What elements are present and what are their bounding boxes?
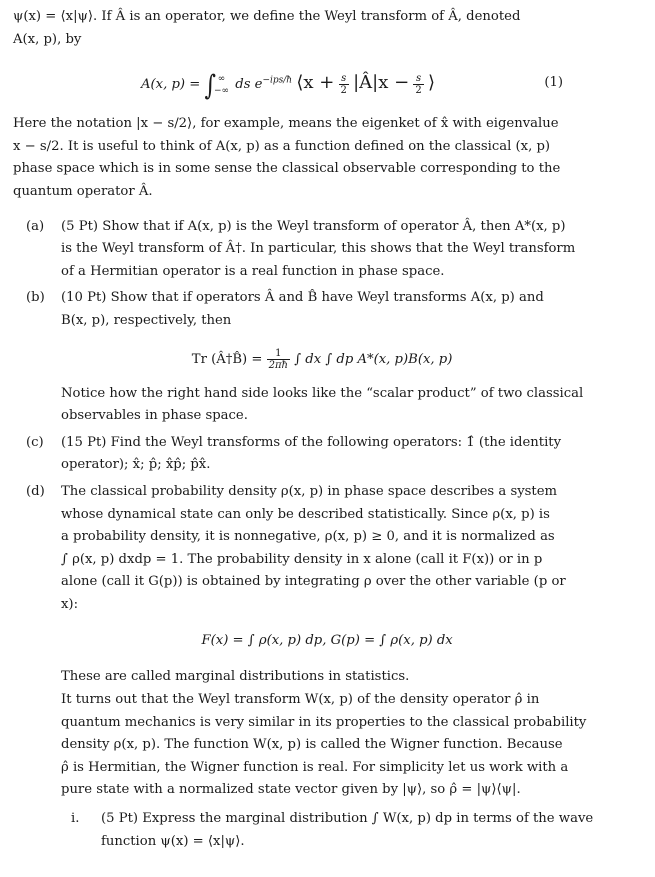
- eq1-mid: |Â|x −: [353, 72, 410, 94]
- frac-den: 2: [415, 85, 422, 97]
- part-c: [13, 432, 563, 477]
- part-d-line: x):: [61, 596, 79, 612]
- integral-sign: ∫: [204, 70, 216, 103]
- part-d-line: The classical probability density ρ(x, p) in phase space describes a system: [61, 483, 558, 499]
- frac-den: 2πħ: [268, 359, 288, 371]
- part-d-after-line: ρ̂ is Hermitian, the Wigner function is real. For simplicity let us work with a: [61, 759, 569, 775]
- notation-line: phase space which is in some sense the classical observable corresponding to the: [13, 161, 561, 177]
- part-b-eq-rhs: ∫ dx ∫ dp A*(x, p)B(x, p): [294, 351, 453, 367]
- notation-line: x − s/2. It is useful to think of A(x, p) as a function defined on the classical (x, p): [13, 138, 551, 154]
- part-d-label: (d): [26, 483, 45, 499]
- part-d-after-line: pure state with a normalized state vector given by |ψ⟩, so ρ̂ = |ψ⟩⟨ψ|.: [61, 782, 521, 798]
- part-b-equation: [61, 343, 583, 377]
- frac-den: 2: [340, 85, 347, 97]
- part-d-after-line: quantum mechanics is very similar in its properties to the classical probability: [61, 714, 587, 730]
- intro-text: [13, 6, 563, 51]
- part-d-line: a probability density, it is nonnegative, ρ(x, p) ≥ 0, and it is normalized as: [61, 529, 555, 545]
- part-d-i-label: i.: [71, 811, 80, 827]
- part-c-line: operator); x̂; p̂; x̂p̂; p̂x̂.: [61, 457, 211, 473]
- lower-limit: −∞: [214, 85, 230, 96]
- part-c-label: (c): [26, 434, 44, 450]
- eq1-integrand: ds e: [235, 77, 263, 93]
- part-b-line: (10 Pt) Show that if operators Â and B̂ have Weyl transforms A(x, p) and: [61, 290, 544, 306]
- part-a-line: of a Hermitian operator is a real function in phase space.: [61, 263, 445, 279]
- notation-paragraph: [13, 113, 563, 203]
- upper-limit: ∞: [217, 73, 226, 84]
- part-d: [13, 481, 594, 853]
- eq1-lhs: A(x, p) =: [141, 77, 201, 93]
- part-d-line: whose dynamical state can only be described statistically. Since ρ(x, p) is: [61, 506, 550, 522]
- part-a-line: (5 Pt) Show that if A(x, p) is the Weyl transform of operator Â, then A*(x, p): [61, 218, 566, 234]
- part-b-after-line: Notice how the right hand side looks like the “scalar product” of two classical: [61, 385, 584, 401]
- eq1-exponent: −ips/ħ: [262, 75, 293, 86]
- integral-limits: [214, 73, 229, 97]
- marginal-equations: F(x) = ∫ ρ(x, p) dp, G(p) = ∫ ρ(x, p) dx: [201, 633, 453, 649]
- part-b-after-line: observables in phase space.: [61, 408, 248, 424]
- eq1-frac-1: [339, 73, 349, 96]
- part-b-label: (b): [26, 290, 45, 306]
- part-d-line: ∫ ρ(x, p) dxdp = 1. The probability density in x alone (call it F(x)) or in p: [61, 551, 543, 567]
- part-d-after-line: It turns out that the Weyl transform W(x, p) of the density operator ρ̂ in: [61, 692, 540, 708]
- part-b-line: B(x, p), respectively, then: [61, 312, 232, 328]
- notation-line: Here the notation |x − s/2⟩, for example, means the eigenket of x̂ with eigenvalue: [13, 116, 559, 132]
- part-a-line: is the Weyl transform of Â†. In particular, this shows that the Weyl transform: [61, 241, 576, 257]
- part-d-after-line: density ρ(x, p). The function W(x, p) is called the Wigner function. Because: [61, 737, 563, 753]
- part-b: [13, 287, 584, 427]
- part-b-eq-lhs: Tr (Â†B̂) =: [191, 351, 263, 367]
- intro-line-2: A(x, p), by: [13, 31, 82, 47]
- frac-num: s: [339, 73, 349, 85]
- part-d-i-line: function ψ(x) = ⟨x|ψ⟩.: [101, 833, 245, 849]
- frac-num: s: [413, 73, 423, 85]
- equation-1: [13, 63, 563, 103]
- part-d-i: [61, 808, 593, 853]
- eq1-bra-open: ⟨x +: [296, 72, 335, 94]
- intro-line-1: ψ(x) = ⟨x|ψ⟩. If Â is an operator, we define the Weyl transform of Â, denoted: [13, 9, 521, 24]
- part-d-after-line: These are called marginal distributions in statistics.: [61, 669, 410, 685]
- part-d-line: alone (call it G(p)) is obtained by integrating ρ over the other variable (p or: [61, 574, 566, 590]
- frac-num: 1: [267, 348, 290, 360]
- notation-line: quantum operator Â.: [13, 183, 153, 199]
- part-c-line: (15 Pt) Find the Weyl transforms of the following operators: 1̂ (the identity: [61, 434, 562, 450]
- part-a-label: (a): [26, 218, 45, 234]
- eq1-ket-close: ⟩: [427, 72, 435, 94]
- part-d-i-line: (5 Pt) Express the marginal distribution ∫ W(x, p) dp in terms of the wave: [101, 811, 594, 827]
- eq1-frac-2: [413, 73, 423, 96]
- part-a: [13, 216, 576, 284]
- equation-number: (1): [544, 75, 563, 91]
- part-b-eq-frac: [267, 348, 290, 371]
